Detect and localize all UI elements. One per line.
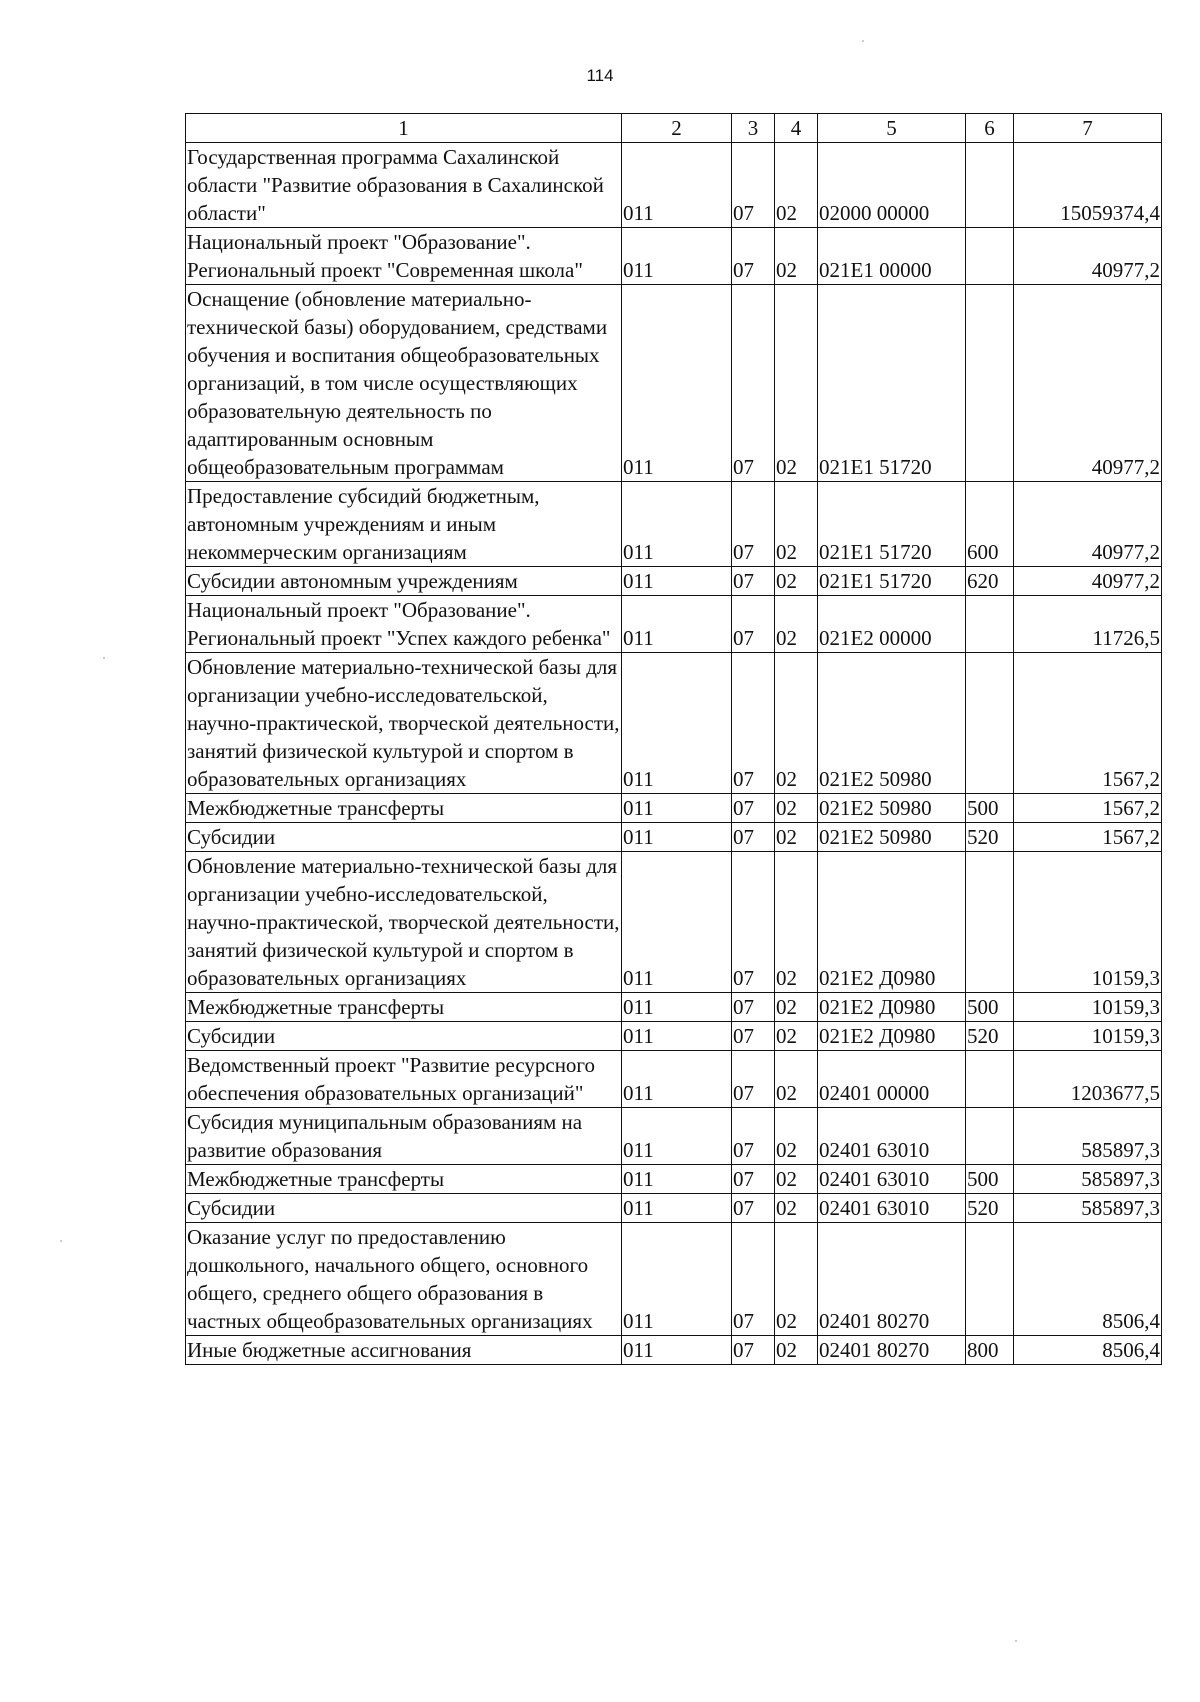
row-section: 07 (732, 567, 775, 596)
row-section: 07 (732, 794, 775, 823)
row-section: 07 (732, 482, 775, 567)
table-row (186, 993, 1162, 1022)
row-amount: 1567,2 (1014, 653, 1162, 794)
row-name: Национальный проект "Образование". Региональный проект "Современная школа" (186, 228, 622, 285)
row-expense-type (966, 852, 1014, 993)
page-number: 114 (586, 66, 614, 85)
row-gr-code: 011 (622, 1022, 732, 1051)
row-gr-code: 011 (622, 285, 732, 482)
row-name: Межбюджетные трансферты (186, 1165, 622, 1194)
row-subsection: 02 (775, 1051, 818, 1108)
row-amount: 585897,3 (1014, 1108, 1162, 1165)
row-target-article: 02401 80270 (818, 1336, 966, 1365)
header-col-2: 2 (622, 114, 732, 143)
row-gr-code: 011 (622, 1194, 732, 1223)
budget-table (185, 113, 1162, 1365)
table-row (186, 1108, 1162, 1165)
table-row (186, 567, 1162, 596)
header-col-7: 7 (1014, 114, 1162, 143)
row-expense-type: 620 (966, 567, 1014, 596)
row-amount: 585897,3 (1014, 1165, 1162, 1194)
table-row (186, 653, 1162, 794)
row-expense-type: 800 (966, 1336, 1014, 1365)
table-row (186, 1336, 1162, 1365)
row-target-article: 02401 63010 (818, 1194, 966, 1223)
row-section: 07 (732, 1336, 775, 1365)
header-row (186, 114, 1162, 143)
row-subsection: 02 (775, 1223, 818, 1336)
row-section: 07 (732, 1194, 775, 1223)
table-row (186, 823, 1162, 852)
row-amount: 8506,4 (1014, 1223, 1162, 1336)
row-subsection: 02 (775, 794, 818, 823)
row-target-article: 02401 80270 (818, 1223, 966, 1336)
row-amount: 1567,2 (1014, 823, 1162, 852)
table-row (186, 794, 1162, 823)
row-expense-type (966, 143, 1014, 228)
row-name: Национальный проект "Образование". Региональный проект "Успех каждого ребенка" (186, 596, 622, 653)
row-gr-code: 011 (622, 482, 732, 567)
row-gr-code: 011 (622, 228, 732, 285)
row-amount: 1203677,5 (1014, 1051, 1162, 1108)
row-amount: 40977,2 (1014, 228, 1162, 285)
header-col-6: 6 (966, 114, 1014, 143)
row-expense-type (966, 228, 1014, 285)
row-expense-type: 500 (966, 993, 1014, 1022)
row-section: 07 (732, 1051, 775, 1108)
row-target-article: 02000 00000 (818, 143, 966, 228)
row-amount: 15059374,4 (1014, 143, 1162, 228)
row-target-article: 021E1 51720 (818, 285, 966, 482)
row-target-article: 021E2 50980 (818, 794, 966, 823)
row-amount: 585897,3 (1014, 1194, 1162, 1223)
row-gr-code: 011 (622, 143, 732, 228)
row-gr-code: 011 (622, 794, 732, 823)
row-gr-code: 011 (622, 596, 732, 653)
row-expense-type: 500 (966, 794, 1014, 823)
table-row (186, 285, 1162, 482)
row-subsection: 02 (775, 1165, 818, 1194)
row-name: Иные бюджетные ассигнования (186, 1336, 622, 1365)
row-name: Оснащение (обновление материально-технической базы) оборудованием, средствами обучения и воспитания общеобразовательных организаций, в том числе осуществляющих образовательную деятельность по адаптированным основным общеобразовательным программам (186, 285, 622, 482)
table-row (186, 596, 1162, 653)
row-expense-type: 520 (966, 1194, 1014, 1223)
scan-speck (1015, 1640, 1017, 1642)
row-expense-type (966, 1108, 1014, 1165)
row-target-article: 02401 63010 (818, 1165, 966, 1194)
row-amount: 1567,2 (1014, 794, 1162, 823)
row-expense-type (966, 653, 1014, 794)
row-target-article: 02401 00000 (818, 1051, 966, 1108)
table-row (186, 1051, 1162, 1108)
row-section: 07 (732, 143, 775, 228)
row-section: 07 (732, 1022, 775, 1051)
row-amount: 10159,3 (1014, 852, 1162, 993)
row-expense-type: 520 (966, 1022, 1014, 1051)
row-section: 07 (732, 1108, 775, 1165)
row-section: 07 (732, 852, 775, 993)
row-amount: 40977,2 (1014, 482, 1162, 567)
header-col-5: 5 (818, 114, 966, 143)
header-col-4: 4 (775, 114, 818, 143)
row-target-article: 021E2 00000 (818, 596, 966, 653)
row-subsection: 02 (775, 1336, 818, 1365)
row-name: Субсидии (186, 1194, 622, 1223)
header-col-1: 1 (186, 114, 622, 143)
row-section: 07 (732, 596, 775, 653)
row-name: Субсидии (186, 1022, 622, 1051)
row-expense-type (966, 1051, 1014, 1108)
row-expense-type (966, 596, 1014, 653)
row-subsection: 02 (775, 823, 818, 852)
row-subsection: 02 (775, 1108, 818, 1165)
row-target-article: 02401 63010 (818, 1108, 966, 1165)
row-subsection: 02 (775, 482, 818, 567)
header-col-3: 3 (732, 114, 775, 143)
scan-speck (103, 657, 105, 659)
row-subsection: 02 (775, 228, 818, 285)
row-target-article: 021E1 51720 (818, 567, 966, 596)
table-row (186, 1165, 1162, 1194)
row-name: Субсидии (186, 823, 622, 852)
scan-speck (862, 40, 864, 42)
row-name: Межбюджетные трансферты (186, 794, 622, 823)
row-gr-code: 011 (622, 567, 732, 596)
row-amount: 10159,3 (1014, 1022, 1162, 1051)
table-row (186, 482, 1162, 567)
row-name: Межбюджетные трансферты (186, 993, 622, 1022)
row-subsection: 02 (775, 285, 818, 482)
scan-speck (60, 1240, 62, 1242)
row-gr-code: 011 (622, 1165, 732, 1194)
row-subsection: 02 (775, 596, 818, 653)
row-subsection: 02 (775, 1022, 818, 1051)
row-expense-type: 520 (966, 823, 1014, 852)
row-name: Предоставление субсидий бюджетным, автономным учреждениям и иным некоммерческим организациям (186, 482, 622, 567)
row-target-article: 021E2 50980 (818, 653, 966, 794)
row-section: 07 (732, 653, 775, 794)
row-amount: 8506,4 (1014, 1336, 1162, 1365)
row-amount: 40977,2 (1014, 567, 1162, 596)
table-row (186, 228, 1162, 285)
row-gr-code: 011 (622, 852, 732, 993)
table-row (186, 1223, 1162, 1336)
row-gr-code: 011 (622, 1336, 732, 1365)
row-gr-code: 011 (622, 823, 732, 852)
row-amount: 10159,3 (1014, 993, 1162, 1022)
row-gr-code: 011 (622, 1223, 732, 1336)
row-gr-code: 011 (622, 653, 732, 794)
row-section: 07 (732, 823, 775, 852)
row-name: Субсидии автономным учреждениям (186, 567, 622, 596)
row-gr-code: 011 (622, 1108, 732, 1165)
row-target-article: 021E2 Д0980 (818, 1022, 966, 1051)
row-amount: 11726,5 (1014, 596, 1162, 653)
row-gr-code: 011 (622, 993, 732, 1022)
row-expense-type: 600 (966, 482, 1014, 567)
row-section: 07 (732, 1165, 775, 1194)
row-expense-type: 500 (966, 1165, 1014, 1194)
table-row (186, 852, 1162, 993)
row-name: Субсидия муниципальным образованиям на развитие образования (186, 1108, 622, 1165)
row-name: Государственная программа Сахалинской области "Развитие образования в Сахалинской области" (186, 143, 622, 228)
row-target-article: 021E1 51720 (818, 482, 966, 567)
row-subsection: 02 (775, 567, 818, 596)
table-row (186, 143, 1162, 228)
row-subsection: 02 (775, 993, 818, 1022)
row-target-article: 021E2 Д0980 (818, 993, 966, 1022)
row-section: 07 (732, 1223, 775, 1336)
row-target-article: 021E2 50980 (818, 823, 966, 852)
row-name: Обновление материально-технической базы для организации учебно-исследовательской, научно-практической, творческой деятельности, занятий физической культурой и спортом в образовательных организациях (186, 653, 622, 794)
row-gr-code: 011 (622, 1051, 732, 1108)
table-row (186, 1022, 1162, 1051)
row-expense-type (966, 285, 1014, 482)
row-section: 07 (732, 285, 775, 482)
row-subsection: 02 (775, 852, 818, 993)
table-row (186, 1194, 1162, 1223)
row-subsection: 02 (775, 143, 818, 228)
row-section: 07 (732, 228, 775, 285)
row-target-article: 021E2 Д0980 (818, 852, 966, 993)
row-name: Обновление материально-технической базы для организации учебно-исследовательской, научно-практической, творческой деятельности, занятий физической культурой и спортом в образовательных организациях (186, 852, 622, 993)
row-name: Оказание услуг по предоставлению дошкольного, начального общего, основного общего, среднего общего образования в частных общеобразовательных организациях (186, 1223, 622, 1336)
row-name: Ведомственный проект "Развитие ресурсного обеспечения образовательных организаций" (186, 1051, 622, 1108)
row-subsection: 02 (775, 653, 818, 794)
row-expense-type (966, 1223, 1014, 1336)
row-subsection: 02 (775, 1194, 818, 1223)
row-amount: 40977,2 (1014, 285, 1162, 482)
row-section: 07 (732, 993, 775, 1022)
row-target-article: 021E1 00000 (818, 228, 966, 285)
